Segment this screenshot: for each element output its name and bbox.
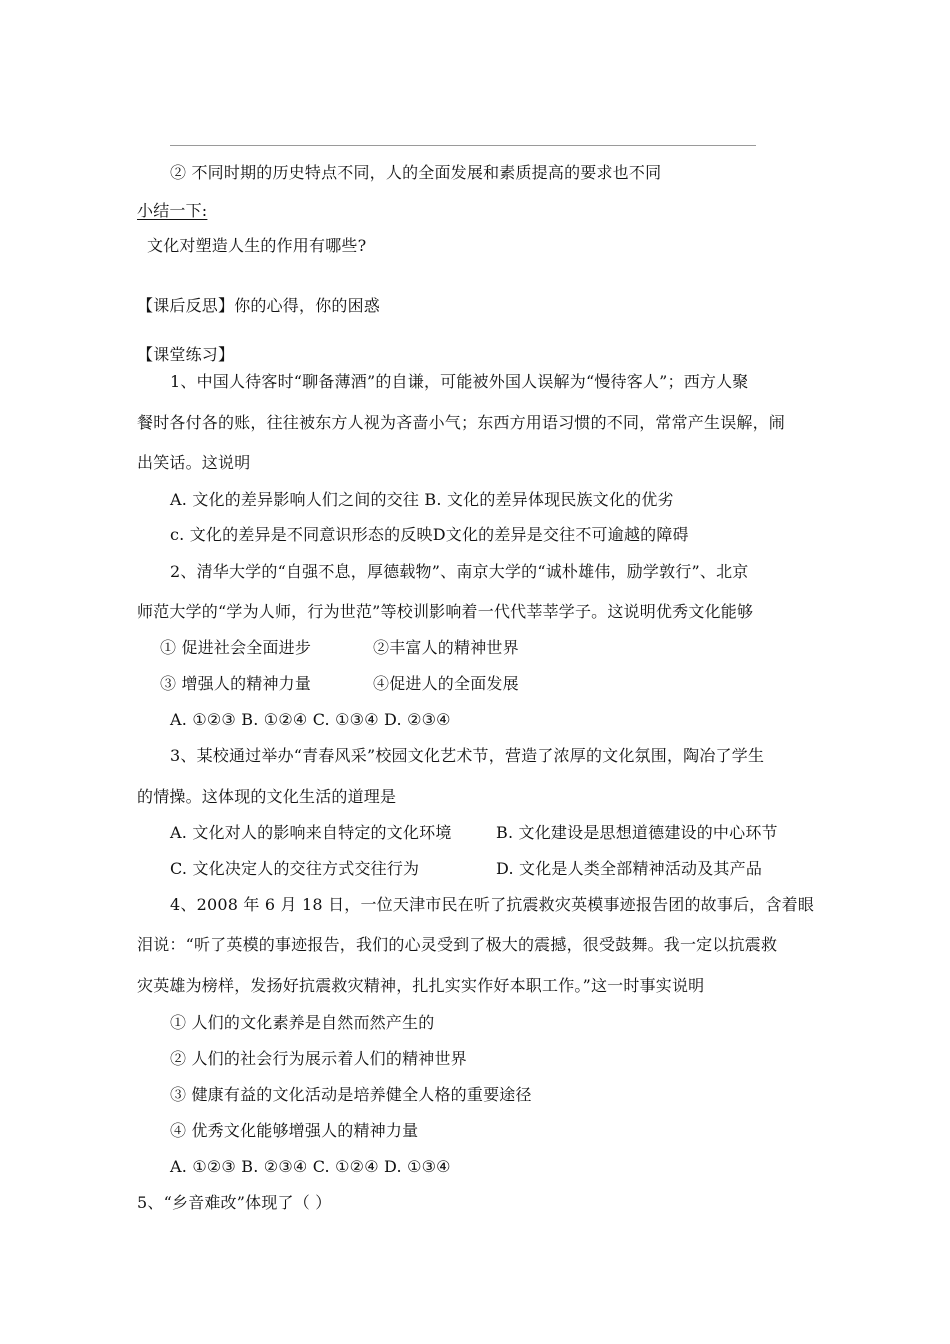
q1-options-ab: A. 文化的差异影响人们之间的交往 B. 文化的差异体现民族文化的优劣	[170, 490, 674, 509]
q2-item-1: ① 促进社会全面进步	[160, 638, 312, 657]
q1-line-2: 餐时各付各的账，往往被东方人视为吝啬小气；东西方用语习惯的不同，常常产生误解，闹	[137, 413, 786, 432]
summary-question: 文化对塑造人生的作用有哪些?	[147, 236, 367, 255]
q2-item-3: ③ 增强人的精神力量	[160, 674, 312, 693]
q3-option-d: D. 文化是人类全部精神活动及其产品	[496, 859, 763, 878]
q4-item-3: ③ 健康有益的文化活动是培养健全人格的重要途径	[170, 1085, 532, 1104]
q4-line-1: 4、2008 年 6 月 18 日，一位天津市民在听了抗震救灾英模事迹报告团的故事后，含着眼	[170, 895, 815, 914]
q2-item-2: ②丰富人的精神世界	[373, 638, 519, 657]
q1-line-1: 1、中国人待客时“聊备薄酒”的自谦，可能被外国人误解为“慢待客人”；西方人聚	[170, 372, 749, 391]
reflection-heading: 【课后反思】你的心得，你的困惑	[137, 296, 381, 315]
q3-option-b: B. 文化建设是思想道德建设的中心环节	[496, 823, 778, 842]
q3-line-2: 的情操。这体现的文化生活的道理是	[137, 787, 397, 806]
q2-answers: A. ①②③ B. ①②④ C. ①③④ D. ②③④	[170, 710, 451, 729]
summary-heading: 小结一下:	[137, 201, 208, 220]
q4-item-4: ④ 优秀文化能够增强人的精神力量	[170, 1121, 419, 1140]
q4-item-1: ① 人们的文化素养是自然而然产生的	[170, 1013, 435, 1032]
q5-line-1: 5、“乡音难改”体现了（ ）	[137, 1193, 332, 1212]
q3-option-a: A. 文化对人的影响来自特定的文化环境	[170, 823, 452, 842]
q4-line-2: 泪说：“听了英模的事迹报告，我们的心灵受到了极大的震撼，很受鼓舞。我一定以抗震救	[137, 935, 778, 954]
q4-item-2: ② 人们的社会行为展示着人们的精神世界	[170, 1049, 467, 1068]
header-rule	[170, 145, 756, 146]
q1-line-3: 出笑话。这说明	[137, 453, 251, 472]
q2-line-1: 2、清华大学的“自强不息，厚德载物”、南京大学的“诚朴雄伟，励学敦行”、北京	[170, 562, 749, 581]
q2-line-2: 师范大学的“学为人师，行为世范”等校训影响着一代代莘莘学子。这说明优秀文化能够	[137, 602, 754, 621]
practice-heading: 【课堂练习】	[137, 345, 235, 364]
q4-line-3: 灾英雄为榜样，发扬好抗震救灾精神，扎扎实实作好本职工作。”这一时事实说明	[137, 976, 705, 995]
q3-line-1: 3、某校通过举办“青春风采”校园文化艺术节，营造了浓厚的文化氛围，陶冶了学生	[170, 746, 765, 765]
q1-options-cd: c. 文化的差异是不同意识形态的反映D文化的差异是交往不可逾越的障碍	[170, 525, 689, 544]
q2-item-4: ④促进人的全面发展	[373, 674, 519, 693]
q3-option-c: C. 文化决定人的交往方式交往行为	[170, 859, 420, 878]
q4-answers: A. ①②③ B. ②③④ C. ①②④ D. ①③④	[170, 1157, 451, 1176]
paragraph-point-2: ② 不同时期的历史特点不同，人的全面发展和素质提高的要求也不同	[170, 163, 662, 182]
